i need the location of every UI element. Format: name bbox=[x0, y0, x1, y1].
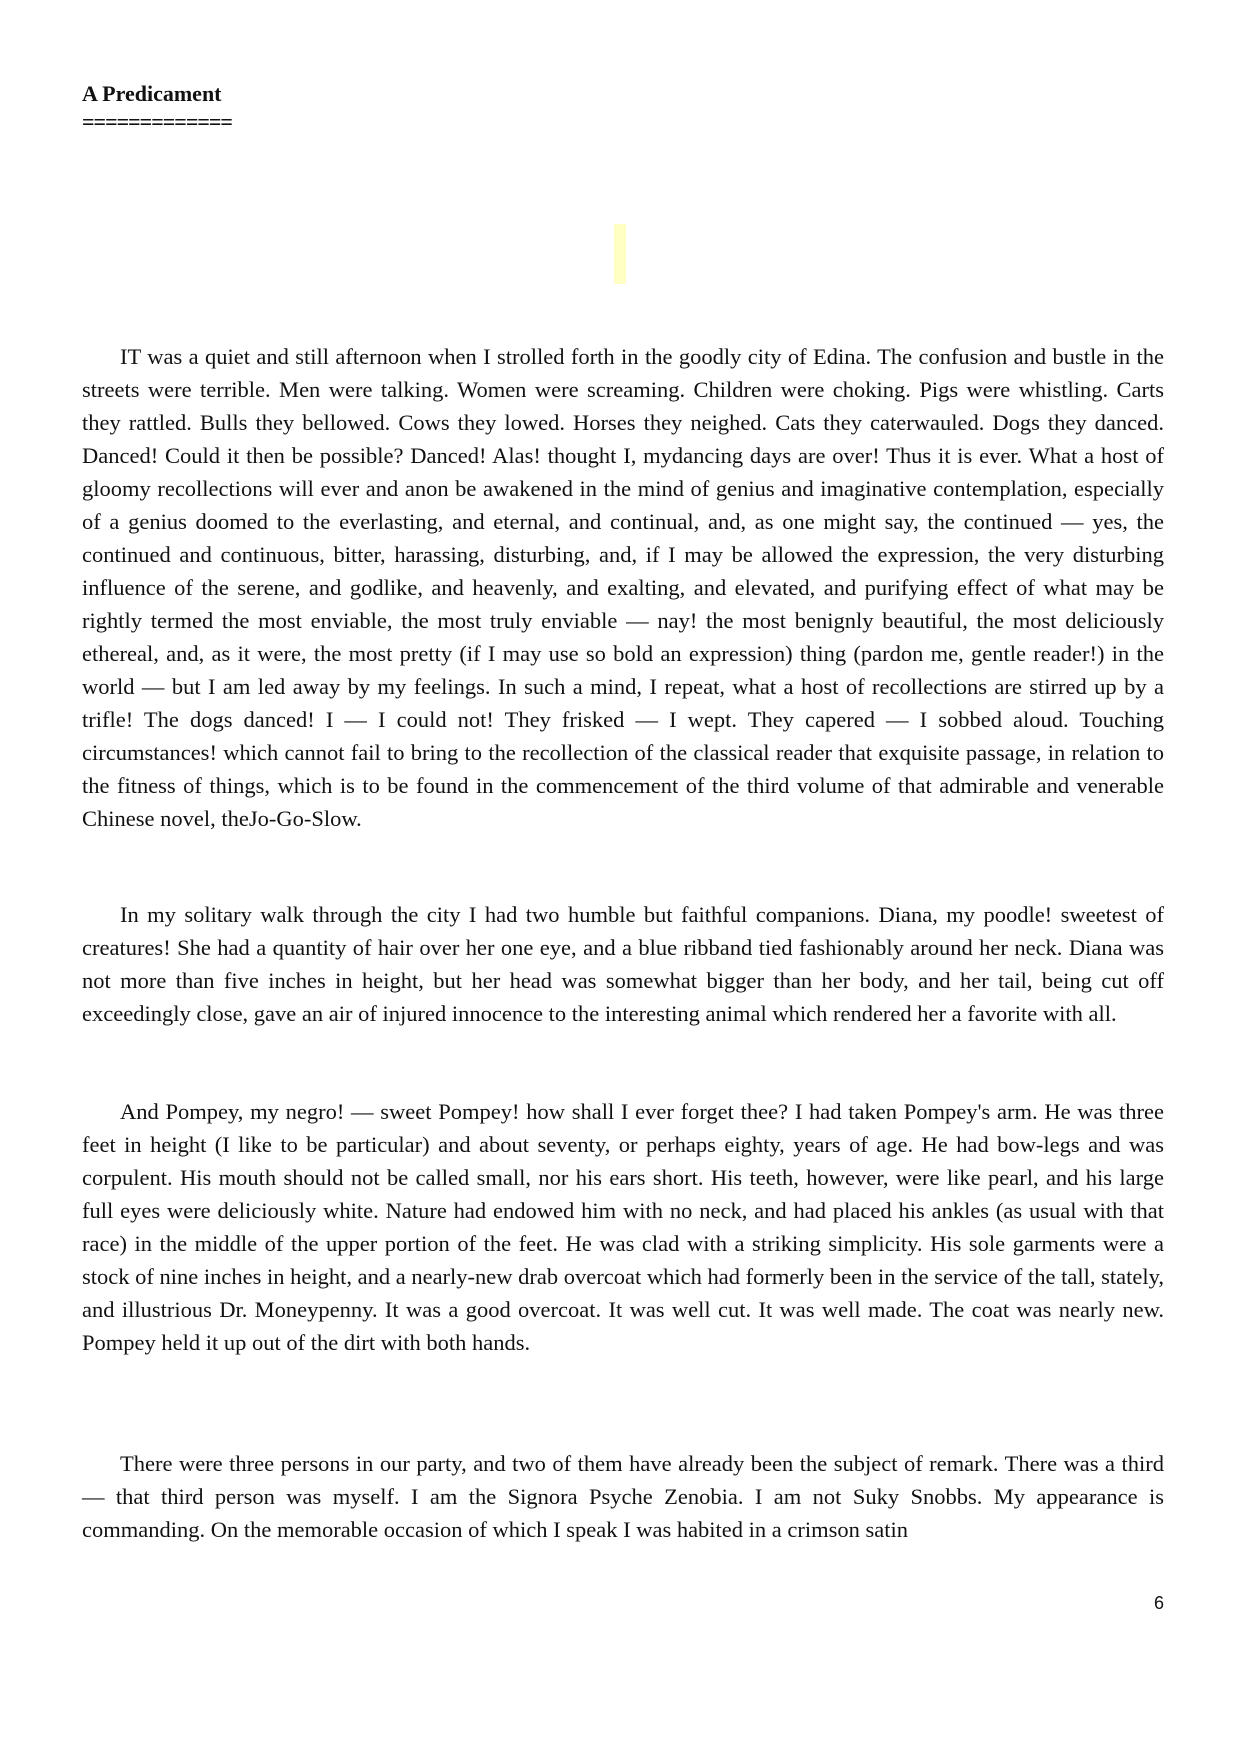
drop-cap-placeholder bbox=[614, 224, 626, 284]
page-number: 6 bbox=[1153, 1593, 1164, 1613]
title-underline-rule: ============= bbox=[82, 109, 232, 134]
chapter-title: A Predicament bbox=[82, 81, 222, 106]
paragraph-1: IT was a quiet and still afternoon when I strolled forth in the goodly city of Edina. The confusion and bustle in the streets were terrible. Men were talking. Women were screaming. Children were choking. Pigs were whistling. Carts they rattled. Bulls they bellowed. Cows they lowed. Horses they neighed. Cats they caterwauled. Dogs they danced. Danced! Could it then be possible? Danced! Alas! thought I, mydancing days are over! Thus it is ever. What a host of gloomy recollections will ever and anon be awakened in the mind of genius and imaginative contemplation, especially of a genius doomed to the everlasting, and eternal, and continual, and, as one might say, the continued — yes, the continued and continuous, bitter, harassing, disturbing, and, if I may be allowed the expression, the very disturbing influence of the serene, and godlike, and heavenly, and exalting, and elevated, and purifying effect of what may be rightly termed the most enviable, the most truly enviable — nay! the most benignly beautiful, the most deliciously ethereal, and, as it were, the most pretty (if I may use so bold an expression) thing (pardon me, gentle reader!) in the world — but I am led away by my feelings. In such a mind, I repeat, what a host of recollections are stirred up by a trifle! The dogs danced! I — I could not! They frisked — I wept. They capered — I sobbed aloud. Touching circumstances! which cannot fail to bring to the recollection of the classical reader that exquisite passage, in relation to the fitness of things, which is to be found in the commencement of the third volume of that admirable and venerable Chinese novel, theJo-Go-Slow. bbox=[82, 344, 1164, 831]
paragraph-2: In my solitary walk through the city I had two humble but faithful companions. Diana, my poodle! sweetest of creatures! She had a quantity of hair over her one eye, and a blue ribband tied fashionably around her neck. Diana was not more than five inches in height, but her head was somewhat bigger than her body, and her tail, being cut off exceedingly close, gave an air of injured innocence to the interesting animal which rendered her a favorite with all. bbox=[82, 902, 1164, 1026]
paragraph-4: There were three persons in our party, and two of them have already been the subject of remark. There was a third — that third person was myself. I am the Signora Psyche Zenobia. I am not Suky Snobbs. My appearance is commanding. On the memorable occasion of which I speak I was habited in a crimson satin bbox=[82, 1451, 1164, 1542]
paragraph-3: And Pompey, my negro! — sweet Pompey! how shall I ever forget thee? I had taken Pompey's arm. He was three feet in height (I like to be particular) and about seventy, or perhaps eighty, years of age. He had bow-legs and was corpulent. His mouth should not be called small, nor his ears short. His teeth, however, were like pearl, and his large full eyes were deliciously white. Nature had endowed him with no neck, and had placed his ankles (as usual with that race) in the middle of the upper portion of the feet. He was clad with a striking simplicity. His sole garments were a stock of nine inches in height, and a nearly-new drab overcoat which had formerly been in the service of the tall, stately, and illustrious Dr. Moneypenny. It was a good overcoat. It was well cut. It was well made. The coat was nearly new. Pompey held it up out of the dirt with both hands. bbox=[82, 1099, 1164, 1355]
